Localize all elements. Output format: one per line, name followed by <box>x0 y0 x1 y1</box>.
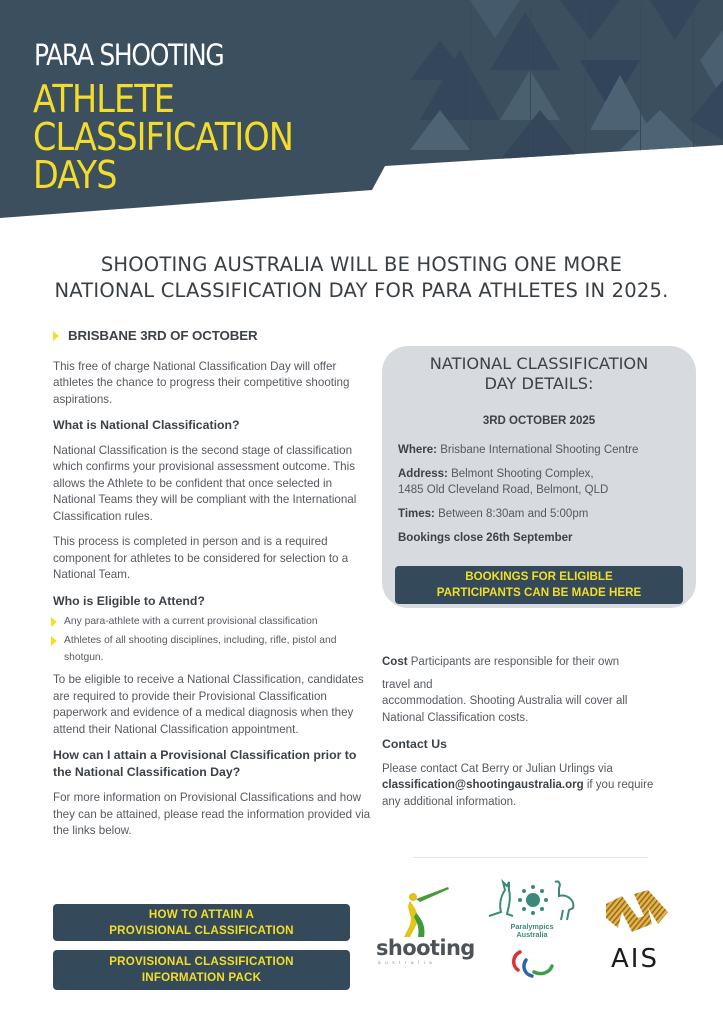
cost-paragraph <box>382 654 682 671</box>
left-column <box>53 328 371 849</box>
times-value: Between 8:30am and 5:00pm <box>438 508 589 520</box>
how-heading: How can I attain a Provisional Classification prior to the National Classification Day? <box>53 748 357 779</box>
times-row <box>398 506 690 522</box>
button-line: HOW TO ATTAIN A <box>148 908 255 921</box>
hero-title-line: CLASSIFICATION <box>33 115 293 159</box>
who-heading: Who is Eligible to Attend? <box>53 593 205 608</box>
card-title-line: NATIONAL CLASSIFICATION <box>429 354 649 373</box>
paralympics-logo-text <box>480 923 584 939</box>
bullet-text: Any para-athlete with a current provisional classification <box>64 616 318 627</box>
divider <box>413 857 648 858</box>
ais-logo-icon <box>604 888 670 936</box>
contact-email-link[interactable]: classification@shootingaustralia.org <box>382 779 584 791</box>
shooting-australia-logo-icon <box>386 883 456 939</box>
where-value: Brisbane International Shooting Centre <box>440 444 639 456</box>
right-column <box>382 654 682 810</box>
how-to-attain-button[interactable] <box>53 904 350 941</box>
eligible-text: To be eligible to receive a National Classification, candidates are required to provide their Provisional Classification paperwork and evidence of a medical diagnosis when they attend their National Classification appointment. <box>53 673 364 736</box>
button-line: PROVISIONAL CLASSIFICATION <box>109 924 294 937</box>
location-heading <box>68 328 371 345</box>
bookings-close-row <box>398 530 690 546</box>
bookings-button[interactable] <box>395 566 683 604</box>
headline <box>0 252 723 304</box>
information-pack-button[interactable] <box>53 950 350 990</box>
contact-post: if you require any additional information. <box>382 779 654 808</box>
bullet-text: Athletes of all shooting disciplines, including, rifle, pistol and shotgun. <box>64 635 337 663</box>
button-line: PROVISIONAL CLASSIFICATION <box>109 955 294 968</box>
cost-line3: accommodation. Shooting Australia will cover all National Classification costs. <box>382 695 628 724</box>
how-text: For more information on Provisional Classifications and how they can be attained, please read the information provided via the links below. <box>53 791 371 837</box>
hero-title-line: DAYS <box>33 153 117 197</box>
contact-paragraph <box>382 761 667 811</box>
shooting-logo-text: shooting <box>376 936 475 960</box>
what-text: National Classification is the second stage of classification which confirms your provisional assessment outcome. This allows the Athlete to be confident that once selected in National Teams they will be compliant with the International Classification rules. <box>53 443 357 523</box>
button-line: BOOKINGS FOR ELIGIBLE <box>465 570 613 583</box>
location-text: BRISBANE 3RD OF OCTOBER <box>68 328 258 343</box>
address-line2: 1485 Old Cleveland Road, Belmont, QLD <box>398 484 609 496</box>
paralympics-australia-logo-icon <box>483 876 583 922</box>
headline-line: SHOOTING AUSTRALIA WILL BE HOSTING ONE MORE <box>100 253 623 276</box>
ais-logo-text: AIS <box>611 944 659 974</box>
where-label: Where: <box>398 444 437 456</box>
button-line: INFORMATION PACK <box>141 971 262 984</box>
address-line1: Belmont Shooting Complex, <box>451 468 594 480</box>
card-title <box>382 354 696 394</box>
paralympics-line: Australia <box>516 930 548 939</box>
hero-title-line: ATHLETE <box>33 77 175 121</box>
hero-subtitle: PARA SHOOTING <box>34 38 224 72</box>
cost-line2: travel and <box>382 678 433 691</box>
card-date: 3RD OCTOBER 2025 <box>482 415 596 427</box>
button-line: PARTICIPANTS CAN BE MADE HERE <box>436 586 642 599</box>
hero-banner <box>0 0 723 220</box>
eligibility-bullet <box>53 613 371 630</box>
bullet-arrow-icon <box>53 331 59 341</box>
process-text: This process is completed in person and is a required component for athletes to be considered for selection to a National Team. <box>53 535 349 581</box>
where-row <box>398 442 690 458</box>
eligibility-bullet <box>53 632 371 666</box>
address-label: Address: <box>398 468 448 480</box>
what-heading: What is National Classification? <box>53 418 240 432</box>
bookings-close: Bookings close 26th September <box>398 532 573 544</box>
times-label: Times: <box>398 508 435 520</box>
bullet-arrow-icon <box>51 617 57 627</box>
card-title-line: DAY DETAILS: <box>484 374 594 393</box>
cost-line1: Participants are responsible for their own <box>410 656 620 668</box>
address-row <box>398 466 690 498</box>
contact-heading: Contact Us <box>382 737 447 751</box>
details-card <box>382 346 696 608</box>
cost-label: Cost <box>382 656 408 668</box>
shooting-logo-subtext: australia <box>378 960 437 965</box>
hero-title <box>33 77 293 197</box>
headline-line: NATIONAL CLASSIFICATION DAY FOR PARA ATHLETES IN 2025. <box>54 279 669 302</box>
intro-text: This free of charge National Classification Day will offer athletes the chance to progress their competitive shooting aspirations. <box>53 359 350 406</box>
agitos-icon <box>508 948 554 978</box>
paralympics-line: Paralympics <box>510 922 554 931</box>
card-details <box>398 442 690 554</box>
bullet-arrow-icon <box>51 636 57 646</box>
contact-pre: Please contact Cat Berry or Julian Urlings via <box>382 762 613 775</box>
